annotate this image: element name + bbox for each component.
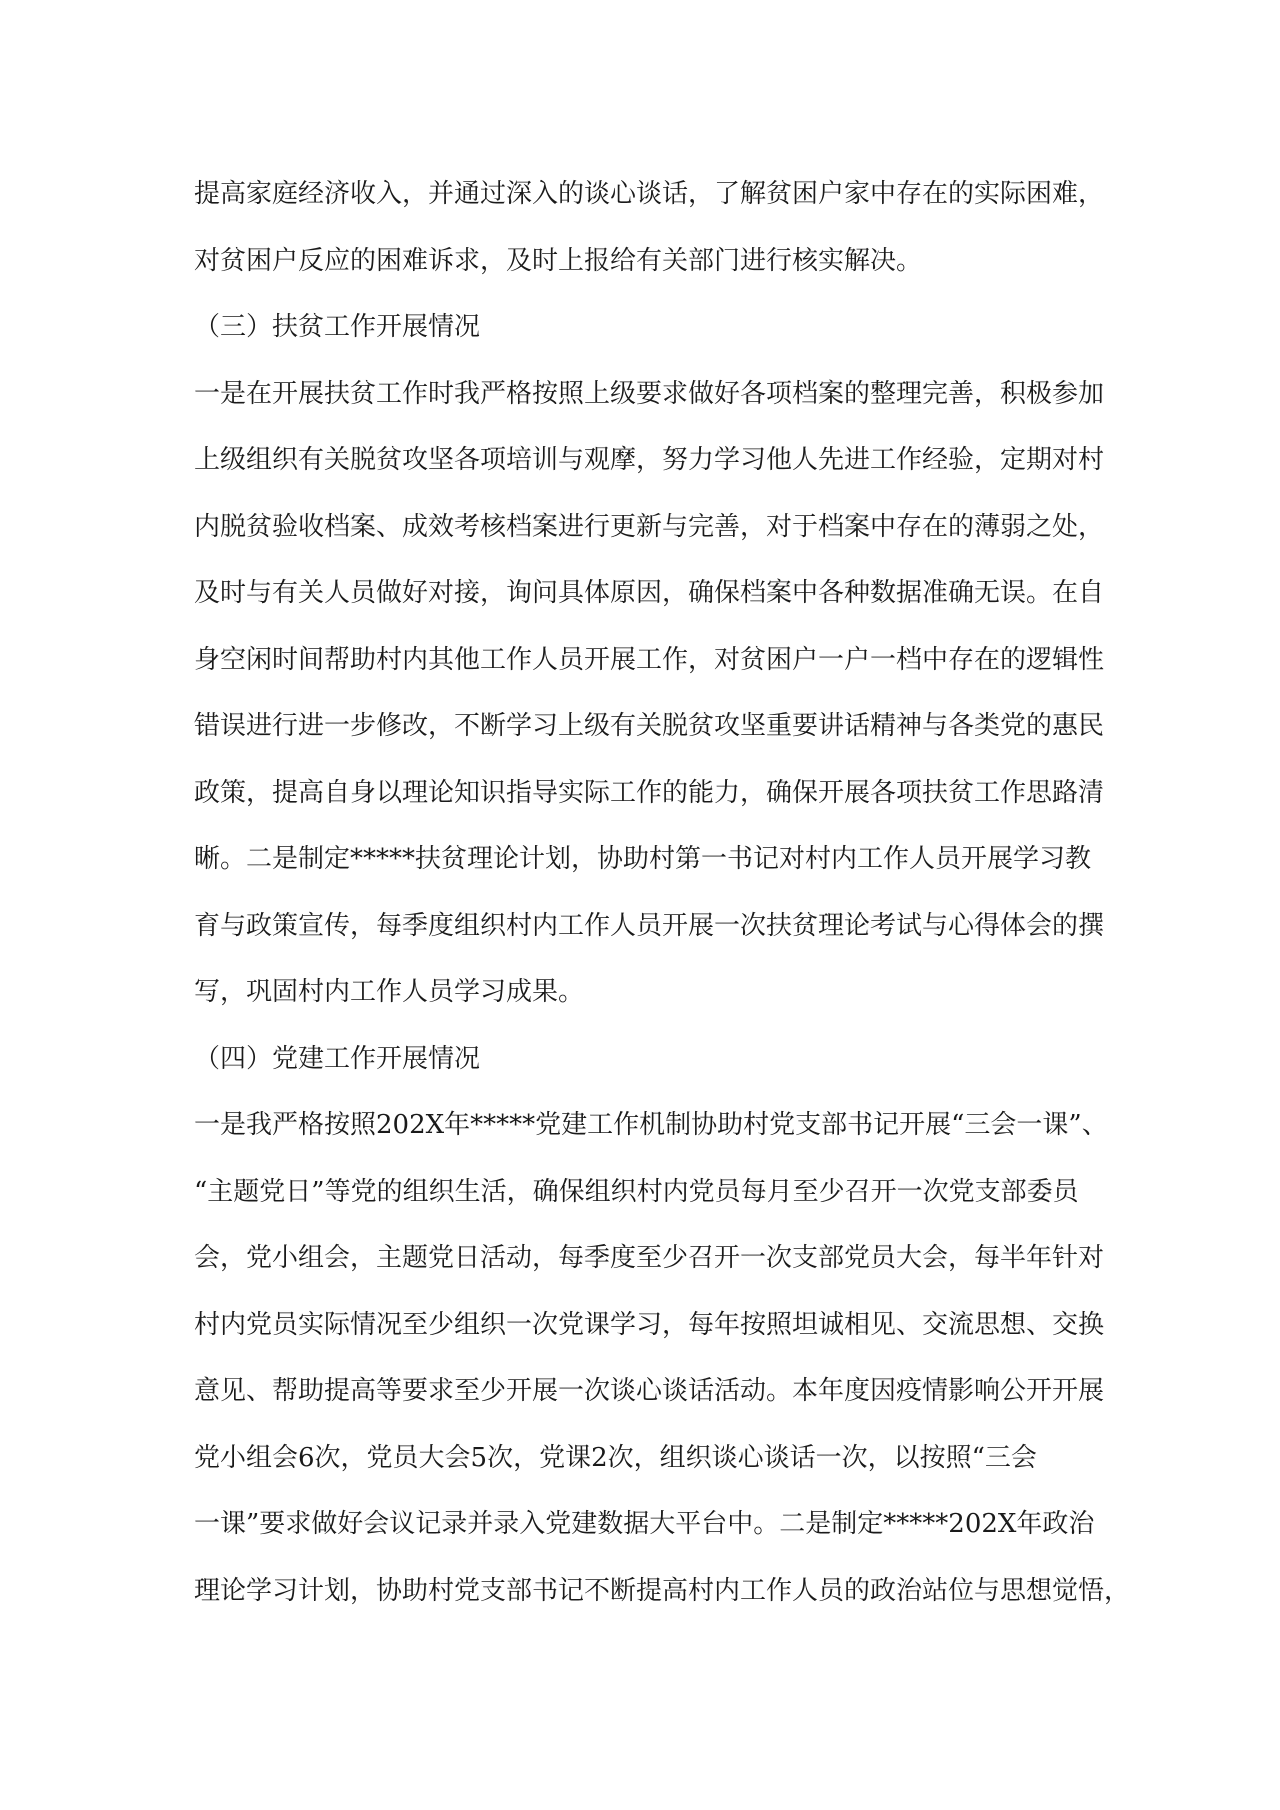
paragraph-3-line-8: 理论学习计划，协助村党支部书记不断提高村内工作人员的政治站位与思想觉悟， — [194, 1575, 1131, 1606]
document-body — [194, 161, 1131, 1624]
paragraph-3-line-2: “主题党日”等党的组织生活，确保组织村内党员每月至少召开一次党支部委员 — [194, 1176, 1079, 1207]
paragraph-3-line-1: 一是我严格按照202X年*****党建工作机制协助村党支部书记开展“三会一课”、 — [194, 1110, 1108, 1140]
paragraph-2-line-5: 身空闲时间帮助村内其他工作人员开展工作，对贫困户一户一档中存在的逻辑性 — [194, 644, 1105, 675]
paragraph-2-line-4: 及时与有关人员做好对接，询问具体原因，确保档案中各种数据准确无误。在自 — [194, 578, 1105, 608]
paragraph-2-line-1: 一是在开展扶贫工作时我严格按照上级要求做好各项档案的整理完善，积极参加 — [194, 378, 1105, 409]
paragraph-3-line-4: 村内党员实际情况至少组织一次党课学习，每年按照坦诚相见、交流思想、交换 — [194, 1309, 1105, 1340]
section-heading-4: （四）党建工作开展情况 — [194, 1043, 481, 1074]
paragraph-3-line-7: 一课”要求做好会议记录并录入党建数据大平台中。二是制定*****202X年政治 — [194, 1509, 1095, 1539]
paragraph-1-line-2: 对贫困户反应的困难诉求，及时上报给有关部门进行核实解决。 — [194, 245, 923, 276]
paragraph-2-line-10: 写，巩固村内工作人员学习成果。 — [194, 977, 585, 1007]
paragraph-2-line-8: 晰。二是制定*****扶贫理论计划，协助村第一书记对村内工作人员开展学习教 — [194, 844, 1092, 874]
paragraph-2-line-9: 育与政策宣传，每季度组织村内工作人员开展一次扶贫理论考试与心得体会的撰 — [194, 910, 1105, 941]
paragraph-3-line-3: 会，党小组会，主题党日活动，每季度至少召开一次支部党员大会，每半年针对 — [194, 1243, 1105, 1273]
paragraph-2-line-3: 内脱贫验收档案、成效考核档案进行更新与完善，对于档案中存在的薄弱之处， — [194, 511, 1105, 542]
paragraph-1-line-1: 提高家庭经济收入，并通过深入的谈心谈话，了解贫困户家中存在的实际困难， — [194, 179, 1105, 209]
section-heading-3: （三）扶贫工作开展情况 — [194, 312, 481, 342]
paragraph-2-line-7: 政策，提高自身以理论知识指导实际工作的能力，确保开展各项扶贫工作思路清 — [194, 777, 1105, 808]
paragraph-3-line-6: 党小组会6次，党员大会5次，党课2次，组织谈心谈话一次，以按照“三会 — [194, 1442, 1037, 1473]
paragraph-2-line-2: 上级组织有关脱贫攻坚各项培训与观摩，努力学习他人先进工作经验，定期对村 — [194, 445, 1105, 475]
paragraph-3-line-5: 意见、帮助提高等要求至少开展一次谈心谈话活动。本年度因疫情影响公开开展 — [194, 1376, 1105, 1406]
paragraph-2-line-6: 错误进行进一步修改，不断学习上级有关脱贫攻坚重要讲话精神与各类党的惠民 — [194, 711, 1105, 741]
